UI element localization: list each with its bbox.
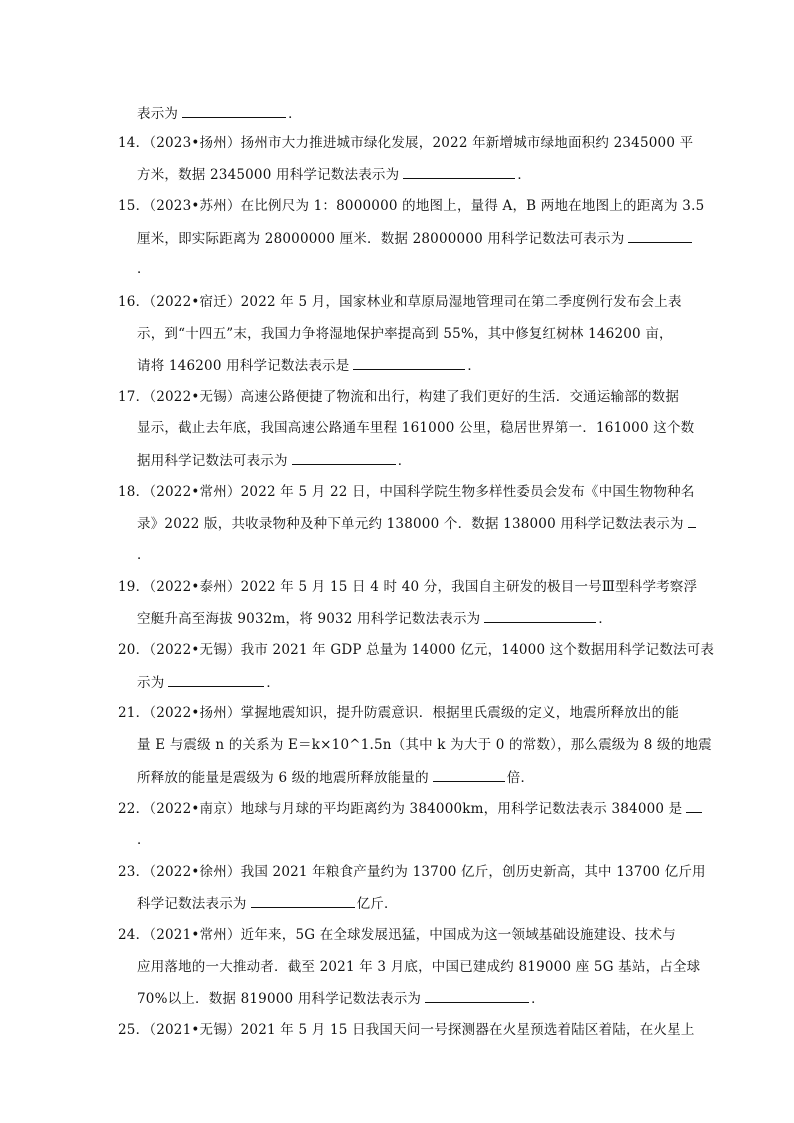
answer-blank <box>433 767 505 782</box>
answer-blank <box>292 450 396 465</box>
answer-blank <box>353 355 465 370</box>
question-21-line-2: 量 E 与震级 n 的关系为 E＝k×10^1.5n（其中 k 为大于 0 的常数），那么震级为 8 级的地震 <box>137 737 712 753</box>
question-15-line-1: 15．（2023•苏州）在比例尺为 1：8000000 的地图上，量得 A，B 两地在地图上的距离为 3.5 <box>118 198 705 214</box>
question-14-line-2: 方米，数据 2345000 用科学记数法表示为 ． <box>137 164 531 185</box>
question-15-line-3: ． <box>137 261 151 277</box>
question-16-line-3: 请将 146200 用科学记数法表示是 ． <box>137 355 481 376</box>
answer-blank <box>688 513 696 528</box>
question-24-line-3: 70%以上．数据 819000 用科学记数法表示为 ． <box>137 988 545 1009</box>
question-17-line-3: 据用科学记数法可表示为 ． <box>137 450 411 471</box>
question-16-line-2: 示，到“十四五”末，我国力争将湿地保护率提高到 55%，其中修复红树林 146200 亩， <box>137 326 673 342</box>
question-22-line-2: ． <box>137 832 151 848</box>
question-20-line-2: 示为 ． <box>137 672 280 693</box>
question-25-line-1: 25．（2021•无锡）2021 年 5 月 15 日我国天问一号探测器在火星预选着陆区着陆，在火星上 <box>118 1022 695 1038</box>
question-18-line-2: 录》2022 版，共收录物种及种下单元约 138000 个．数据 138000 用科学记数法表示为 <box>137 513 698 534</box>
question-16-line-1: 16．（2022•宿迁）2022 年 5 月，国家林业和草原局湿地管理司在第二季度例行发布会上表 <box>118 294 682 310</box>
question-15-line-2: 厘米，即实际距离为 28000000 厘米．数据 28000000 用科学记数法可表示为 <box>137 228 694 249</box>
question-18-line-1: 18．（2022•常州）2022 年 5 月 22 日，中国科学院生物多样性委员会发布《中国生物物种名 <box>118 484 695 500</box>
question-23-line-1: 23．（2022•徐州）我国 2021 年粮食产量约为 13700 亿斤，创历史新高，其中 13700 亿斤用 <box>118 864 706 880</box>
question-20-line-1: 20．（2022•无锡）我市 2021 年 GDP 总量为 14000 亿元，14000 这个数据用科学记数法可表 <box>118 642 715 658</box>
answer-blank <box>403 164 515 179</box>
question-21-line-3: 所释放的能量是震级为 6 级的地震所释放能量的 倍． <box>137 767 534 788</box>
answer-blank <box>628 228 692 243</box>
question-23-line-2: 科学记数法表示为 亿斤． <box>137 893 398 914</box>
question-24-line-1: 24．（2021•常州）近年来，5G 在全球发展迅猛，中国成为这一领域基础设施建设、技术与 <box>118 927 676 943</box>
question-13-line-1: 表示为 ． <box>137 103 302 124</box>
question-19-line-2: 空艇升高至海拔 9032m，将 9032 用科学记数法表示为 ． <box>137 608 612 629</box>
answer-blank <box>182 103 286 118</box>
question-18-line-3: ． <box>137 547 151 563</box>
answer-blank <box>686 798 702 813</box>
question-19-line-1: 19．（2022•泰州）2022 年 5 月 15 日 4 时 40 分，我国自主研发的极目一号Ⅲ型科学考察浮 <box>118 579 698 595</box>
question-17-line-2: 显示，截止去年底，我国高速公路通车里程 161000 公里，稳居世界第一．161000 这个数 <box>137 420 695 436</box>
question-24-line-2: 应用落地的一大推动者．截至 2021 年 3 月底，中国已建成约 819000 座 5G 基站，占全球 <box>137 959 701 975</box>
question-14-line-1: 14．（2023•扬州）扬州市大力推进城市绿化发展，2022 年新增城市绿地面积约 2345000 平 <box>118 135 694 151</box>
answer-blank <box>425 988 529 1003</box>
answer-blank <box>251 893 355 908</box>
question-17-line-1: 17．（2022•无锡）高速公路便捷了物流和出行，构建了我们更好的生活．交通运输部的数据 <box>118 389 680 405</box>
question-22-line-1: 22．（2022•南京）地球与月球的平均距离约为 384000km，用科学记数法表示 384000 是 <box>118 798 704 819</box>
answer-blank <box>168 672 264 687</box>
question-21-line-1: 21．（2022•扬州）掌握地震知识，提升防震意识．根据里氏震级的定义，地震所释放出的能 <box>118 705 680 721</box>
answer-blank <box>484 608 596 623</box>
